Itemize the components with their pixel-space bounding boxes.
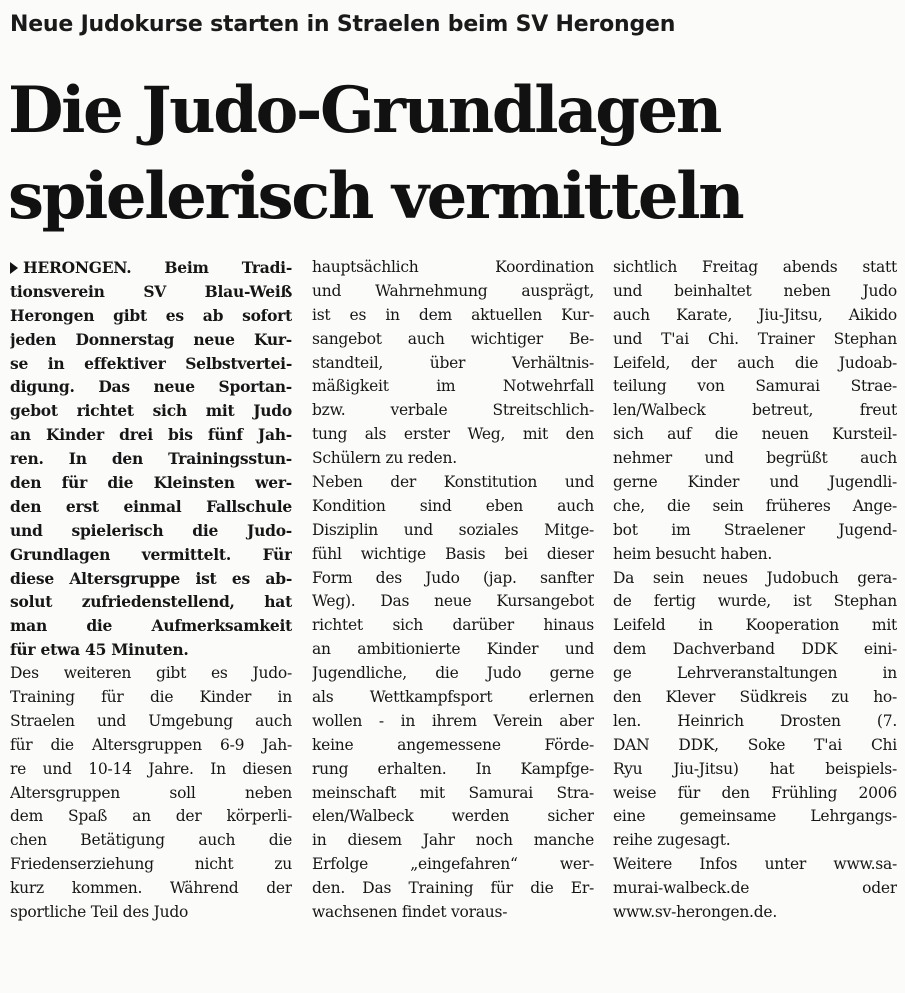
article-line: dem Dachverband DDK eini-: [613, 640, 897, 659]
article-line: sichtlich Freitag abends statt: [613, 258, 897, 276]
headline-line-2: spielerisch vermitteln: [8, 159, 743, 234]
article-line: Weg). Das neue Kursangebot: [312, 592, 594, 611]
article-line: in diesem Jahr noch manche: [312, 831, 594, 850]
article-kicker: Neue Judokurse starten in Straelen beim SV Herongen: [10, 12, 676, 37]
article-line: de fertig wurde, ist Stephan: [613, 592, 897, 611]
article-line: solut zufriedenstellend, hat: [10, 592, 292, 612]
article-line: ge Lehrveranstaltungen in: [613, 664, 897, 683]
article-line: heim besucht haben.: [613, 544, 773, 563]
article-line: Jugendliche, die Judo gerne: [312, 664, 594, 683]
article-line: jeden Donnerstag neue Kur-: [10, 329, 292, 349]
article-line: hauptsächlich Koordination: [312, 258, 594, 276]
article-line: rung erhalten. In Kampfge-: [312, 759, 594, 778]
article-line: ist es in dem aktuellen Kur-: [312, 305, 594, 324]
article-line: meinschaft mit Samurai Stra-: [312, 783, 594, 802]
article-line: che, die sein früheres Ange-: [613, 496, 897, 515]
article-line: für etwa 45 Minuten.: [10, 640, 189, 660]
article-line: bot im Straelener Jugend-: [613, 520, 897, 539]
article-line-text: HERONGEN. Beim Tradi-: [23, 258, 292, 277]
article-line: Herongen gibt es ab sofort: [10, 305, 292, 325]
article-line: sportliche Teil des Judo: [10, 903, 189, 922]
headline-line-1: Die Judo-Grundlagen: [8, 73, 720, 148]
article-line: Form des Judo (jap. sanfter: [312, 568, 594, 587]
article-line: digung. Das neue Sportan-: [10, 377, 292, 397]
article-column-2: [312, 256, 594, 925]
article-line: und Wahrnehmung ausprägt,: [312, 281, 594, 300]
article-line: wollen - in ihrem Verein aber: [312, 711, 594, 730]
article-line: Weitere Infos unter www.sa-: [613, 855, 897, 874]
article-line: Schülern zu reden.: [312, 449, 457, 468]
article-line: den erst einmal Fallschule: [10, 496, 292, 516]
article-line: Des weiteren gibt es Judo-: [10, 664, 292, 683]
article-line: diese Altersgruppe ist es ab-: [10, 568, 292, 588]
article-line: dem Spaß an der körperli-: [10, 807, 292, 826]
article-headline: [8, 68, 742, 240]
article-line: Training für die Kinder in: [10, 688, 292, 707]
article-line: wachsenen findet voraus-: [312, 903, 508, 922]
article-line: re und 10-14 Jahre. In diesen: [10, 759, 292, 778]
article-line: DAN DDK, Soke T'ai Chi: [613, 735, 897, 754]
article-line: Straelen und Umgebung auch: [10, 711, 292, 730]
article-line: Leifeld in Kooperation mit: [613, 616, 897, 635]
article-line: kurz kommen. Während der: [10, 879, 292, 898]
article-line: Altersgruppen soll neben: [10, 783, 292, 802]
article-line: und T'ai Chi. Trainer Stephan: [613, 329, 897, 348]
article-line: eine gemeinsame Lehrgangs-: [613, 807, 897, 826]
article-line: Erfolge „eingefahren“ wer-: [312, 855, 594, 874]
article-line: und beinhaltet neben Judo: [613, 281, 897, 300]
article-line: richtet sich darüber hinaus: [312, 616, 594, 635]
article-line: Kondition sind eben auch: [312, 496, 594, 515]
article-line: Neben der Konstitution und: [312, 473, 594, 492]
article-line: Leifeld, der auch die Judoab-: [613, 353, 897, 372]
article-line: für die Altersgruppen 6-9 Jah-: [10, 735, 292, 754]
article-line: ren. In den Trainingsstun-: [10, 449, 292, 469]
article-column-3: [613, 256, 897, 925]
article-line: murai-walbeck.de oder: [613, 879, 897, 898]
article-line: mäßigkeit im Notwehrfall: [312, 377, 594, 396]
article-line: elen/Walbeck werden sicher: [312, 807, 594, 826]
article-line: Da sein neues Judobuch gera-: [613, 568, 897, 587]
article-line: reihe zugesagt.: [613, 831, 731, 850]
article-line: auch Karate, Jiu-Jitsu, Aikido: [613, 305, 897, 324]
article-line: standteil, über Verhältnis-: [312, 353, 594, 372]
article-line: Disziplin und soziales Mitge-: [312, 520, 594, 539]
article-line: nehmer und begrüßt auch: [613, 449, 897, 468]
article-line: weise für den Frühling 2006: [613, 783, 897, 802]
article-line: fühl wichtige Basis bei dieser: [312, 544, 594, 563]
article-line: Grundlagen vermittelt. Für: [10, 544, 292, 564]
article-line: den für die Kleinsten wer-: [10, 473, 292, 493]
lead-arrow-icon: [10, 262, 18, 274]
article-line: bzw. verbale Streitschlich-: [312, 401, 594, 420]
article-line: sangebot auch wichtiger Be-: [312, 329, 594, 348]
article-line: [10, 256, 292, 280]
article-line: an ambitionierte Kinder und: [312, 640, 594, 659]
article-line: und spielerisch die Judo-: [10, 520, 292, 540]
article-line: Friedenserziehung nicht zu: [10, 855, 292, 874]
article-line: gebot richtet sich mit Judo: [10, 401, 292, 421]
article-column-1: [10, 256, 292, 925]
article-line: man die Aufmerksamkeit: [10, 616, 292, 636]
article-line: se in effektiver Selbstvertei-: [10, 353, 292, 373]
article-line: als Wettkampfsport erlernen: [312, 688, 594, 707]
article-line: an Kinder drei bis fünf Jah-: [10, 425, 292, 445]
article-line: tung als erster Weg, mit den: [312, 425, 594, 444]
article-line: chen Betätigung auch die: [10, 831, 292, 850]
article-line: Ryu Jiu-Jitsu) hat beispiels-: [613, 759, 897, 778]
article-line: www.sv-herongen.de.: [613, 903, 777, 922]
article-line: den. Das Training für die Er-: [312, 879, 594, 898]
article-line: tionsverein SV Blau-Weiß: [10, 281, 292, 301]
article-line: len/Walbeck betreut, freut: [613, 401, 897, 420]
article-line: teilung von Samurai Strae-: [613, 377, 897, 396]
article-line: keine angemessene Förde-: [312, 735, 594, 754]
article-line: sich auf die neuen Kursteil-: [613, 425, 897, 444]
article-line: len. Heinrich Drosten (7.: [613, 711, 897, 730]
article-line: gerne Kinder und Jugendli-: [613, 473, 897, 492]
article-line: den Klever Südkreis zu ho-: [613, 688, 897, 707]
